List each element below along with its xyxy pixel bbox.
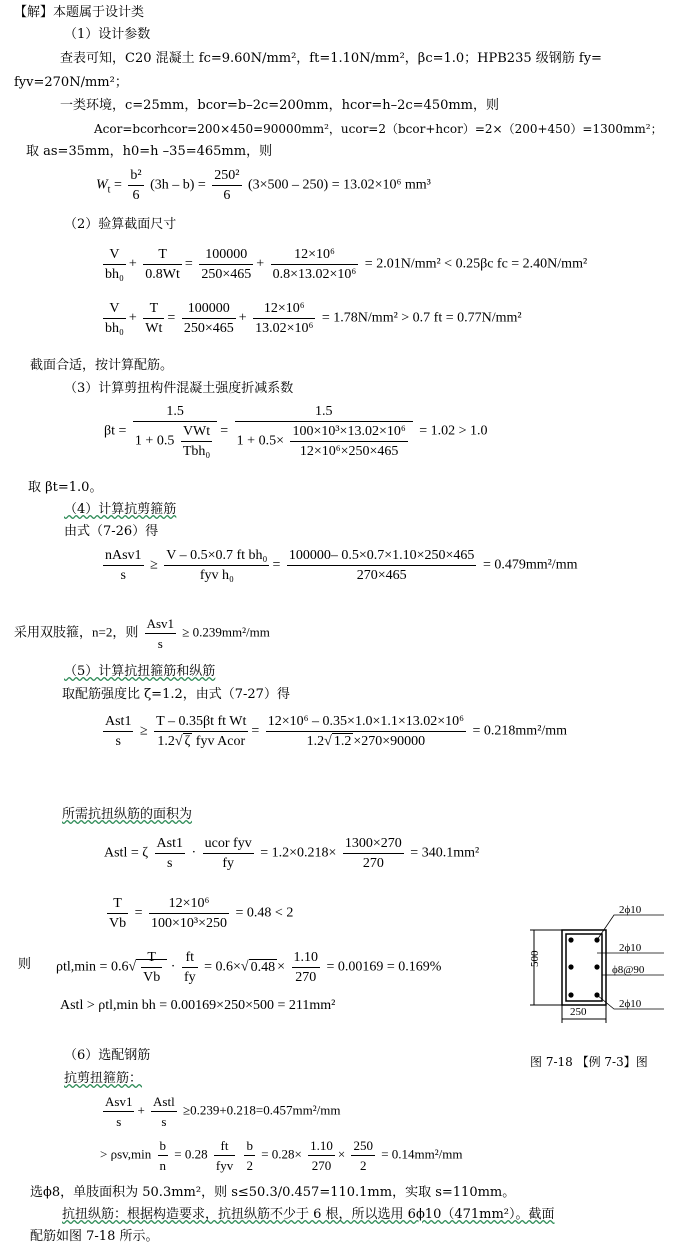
- fig-label-bot: 2ϕ10: [619, 998, 642, 1010]
- s5-rho-eq: ρtl,min = 0.6√ $\frac{T}{Vb}$ · $\frac{ft}{fy}$ = 0.6×√ 0.48 × $\frac{1.10}{270}$ = 0.00169 = 0.169%: [56, 950, 442, 985]
- fig-h-dim: 500: [529, 950, 541, 967]
- s2-conclusion: 截面合适，按计算配筋。: [30, 358, 174, 373]
- s6-long2: 配筋如图 7-18 所示。: [30, 1229, 159, 1244]
- s5-then: 则: [18, 957, 32, 972]
- s6-long: 抗扭纵筋：根据构造要求，抗扭纵筋不少于 6 根，所以选用 6ϕ10（471mm²）。截面: [62, 1207, 555, 1222]
- s6-title: （6）选配钢筋: [64, 1048, 151, 1063]
- s3-title: （3）计算剪扭构件混凝土强度折减系数: [64, 381, 294, 396]
- s1-p2: fyv=270N/mm²；: [14, 75, 128, 90]
- figure-caption: 图 7-18 【例 7-3】图: [530, 1055, 648, 1069]
- s4-title: （4）计算抗剪箍筋: [64, 502, 177, 517]
- s6-eq1: $\frac{\text{Asv1}}{s}$ + $\frac{\text{Astl}}{s}$ ≥0.239+0.218=0.457mm²/mm: [105, 1094, 341, 1129]
- s2-title: （2）验算截面尺寸: [64, 217, 177, 232]
- fig-label-stirrup: ϕ8@90: [612, 964, 645, 976]
- s5-t-eq: $\frac{T}{Vb}$ = $\frac{\text{12×10⁶}}{\text{100×10³×250}}$ = 0.48 < 2: [109, 896, 294, 931]
- heading: 【解】本题属于设计类: [14, 5, 145, 20]
- s3-take: 取 βt=1.0。: [28, 480, 103, 495]
- s6-stir: 抗剪扭箍筋：: [64, 1071, 143, 1086]
- s6-select: 选ϕ8，单肢面积为 50.3mm²，则 s≤50.3/0.457=110.1mm，实取 s=110mm。: [30, 1185, 516, 1200]
- rebar: [568, 937, 573, 942]
- s6-eq2: > ρsv,min $\frac{b}{n}$ = 0.28 $\frac{ft}{\text{fyv}}$ $\frac{b}{2}$ = 0.28× $\frac{1.10}{270}$ × $\frac{250}{2}$ = 0.14mm²/mm: [100, 1138, 463, 1173]
- s4-use: 采用双肢箍，n=2，则 $\frac{\text{Asv1}}{s}$ ≥ 0.239mm²/mm: [14, 616, 270, 651]
- s5-astl-final: Astl > ρtl,min bh = 0.00169×250×500 = 211mm²: [60, 998, 336, 1013]
- fig-label-top: 2ϕ10: [619, 904, 642, 916]
- s1-p5: 取 as=35mm，h0=h –35=465mm，则: [26, 144, 273, 159]
- s2-eq1: $\frac{V}{\text{bh₀}}$ + $\frac{T}{0.8Wt}$ = $\frac{100000}{250\times 465}$ + $\frac{\text{12×10⁶}}{\text{0.8×13.02×10⁶}}$ = 2.01N/mm² < 0.25βc fc = 2.40N/mm²: [105, 247, 588, 282]
- s1-p1: 查表可知，C20 混凝土 fc=9.60N/mm²，ft=1.10N/mm²，βc=1.0；HPB235 级钢筋 fy=: [60, 51, 602, 66]
- s5-need: 所需抗扭纵筋的面积为: [62, 807, 193, 822]
- s1-title: （1）设计参数: [64, 27, 151, 42]
- fig-label-mid: 2ϕ10: [619, 942, 642, 954]
- rebar: [594, 964, 599, 969]
- s1-p4: Acor=bcorhcor=200×450=90000mm²，ucor=2（bcor+hcor）=2×（200+450）=1300mm²；: [94, 122, 663, 136]
- rebar: [568, 964, 573, 969]
- s2-eq2: $\frac{V}{\text{bh₀}}$ + $\frac{T}{Wt}$ = $\frac{100000}{250\times 465}$ + $\frac{\text{12×10⁶}}{\text{13.02×10⁶}}$ = 1.78N/mm² > 0.7 ft = 0.77N/mm²: [105, 301, 522, 336]
- fig-b-dim: 250: [570, 1006, 587, 1018]
- s1-p3: 一类环境，c=25mm，bcor=b–2c=200mm，hcor=h–2c=450mm，则: [60, 98, 500, 113]
- s5-title: （5）计算抗扭箍筋和纵筋: [64, 664, 216, 679]
- rebar: [568, 992, 573, 997]
- wt-equation: $W_t$ = $\frac{\text{b²}}{6}$ (3h – b) = $\frac{\text{250²}}{6}$ (3×500 – 250) = 13.02×10⁶ mm³: [96, 168, 431, 203]
- s5-astl-eq: Astl = ζ $\frac{\text{Ast1}}{s}$ · $\frac{\text{ucor fyv}}{fy}$ = 1.2×0.218× $\frac{1300\times 270}{270}$ = 340.1mm²: [104, 836, 480, 871]
- s5-ratio: 取配筋强度比 ζ=1.2，由式（7-27）得: [62, 687, 290, 702]
- s5-eq: $\frac{\text{Ast1}}{s}$ ≥ $\frac{\text{T – 0.35βt ft Wt}}{\text{1.2√ ζ fyv Acor}}$ = $\frac{\text{12×10⁶ – 0.35×1.0×1.1×13.02×10⁶}}{1.2√ 1.2 \times 270\times 90000}$ = 0.218mm²/mm: [105, 714, 568, 749]
- s3-eq: βt = 1.5 1 + 0.5 $\frac{\text{VWt}}{\text{Tbh₀}}$ = 1.5 1 + 0.5× $\frac{\text{100×10³×13.02×10⁶}}{\text{12×10⁶×250×465}}$ = 1.02 > 1.0: [104, 404, 488, 459]
- s4-eq: $\frac{\text{nAsv1}}{s}$ ≥ $\frac{\text{V – 0.5×0.7 ft bh₀}}{\text{fyv h₀}}$ = $\frac{100000- 0.5\times 0.7\times 1.10\times 250\times 465}{270\times 465}$ = 0.479mm²/mm: [105, 548, 578, 583]
- section-figure: [514, 895, 664, 1065]
- s4-from: 由式（7-26）得: [64, 524, 159, 539]
